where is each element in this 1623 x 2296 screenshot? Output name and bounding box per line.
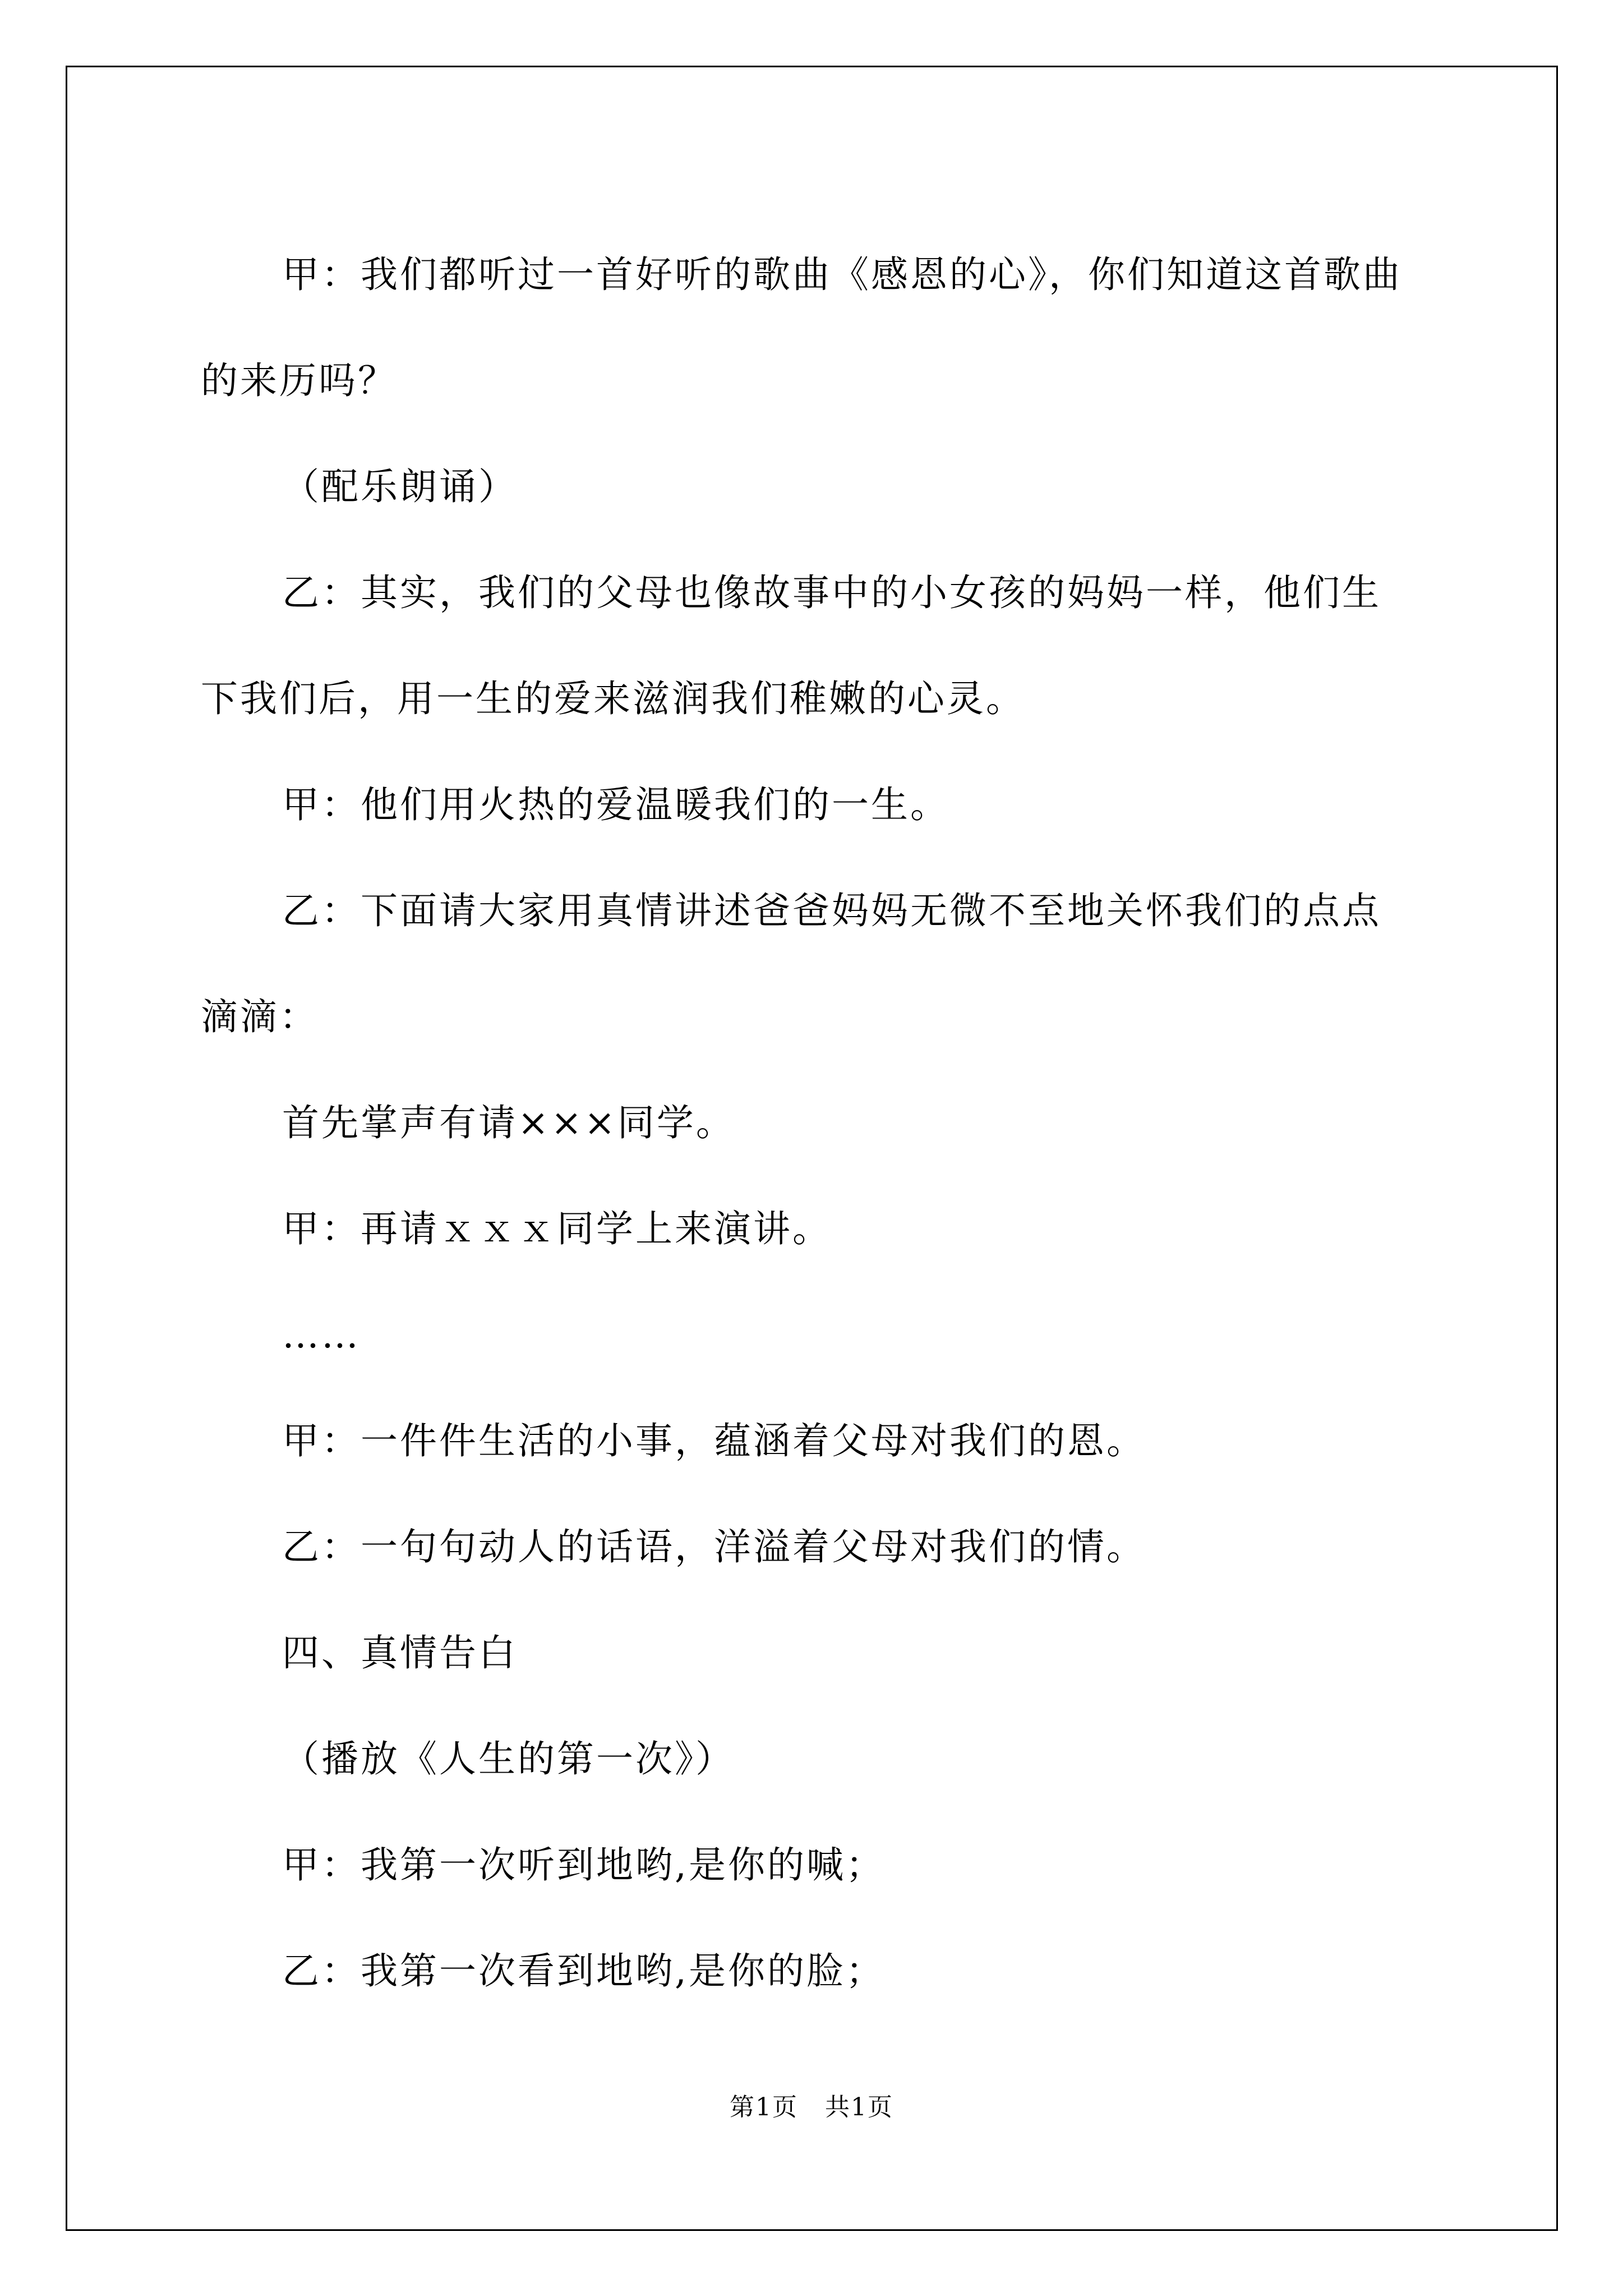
paragraph-13: 乙：一句句动人的话语，洋溢着父母对我们的情。 [282, 1525, 1146, 1568]
paragraph-14: 四、真情告白 [282, 1631, 518, 1674]
paragraph-2: 的来历吗？ [201, 359, 397, 402]
paragraph-9: 首先掌声有请×××同学。 [282, 1101, 735, 1144]
paragraph-6: 甲：他们用火热的爱温暖我们的一生。 [282, 783, 949, 826]
paragraph-12: 甲：一件件生活的小事，蕴涵着父母对我们的恩。 [282, 1419, 1146, 1462]
paragraph-8: 滴滴： [201, 995, 319, 1038]
paragraph-15: （播放《人生的第一次》） [282, 1737, 735, 1780]
paragraph-5: 下我们后，用一生的爱来滋润我们稚嫩的心灵。 [201, 677, 1025, 720]
page-number: 第1页 [730, 2093, 798, 2122]
page-footer [0, 2087, 1623, 2123]
paragraph-3: （配乐朗诵） [282, 465, 518, 508]
paragraph-16: 甲：我第一次听到地哟,是你的喊； [282, 1843, 885, 1887]
paragraph-11: …… [282, 1313, 361, 1356]
paragraph-10: 甲：再请ｘｘｘ同学上来演讲。 [282, 1207, 832, 1250]
paragraph-4: 乙：其实，我们的父母也像故事中的小女孩的妈妈一样，他们生 [282, 571, 1381, 614]
document-body [201, 222, 1435, 2024]
page-total: 共1页 [825, 2093, 893, 2122]
paragraph-1: 甲：我们都听过一首好听的歌曲《感恩的心》，你们知道这首歌曲 [282, 253, 1402, 296]
paragraph-7: 乙：下面请大家用真情讲述爸爸妈妈无微不至地关怀我们的点点 [282, 889, 1381, 932]
paragraph-17: 乙：我第一次看到地哟,是你的脸； [282, 1949, 885, 1993]
